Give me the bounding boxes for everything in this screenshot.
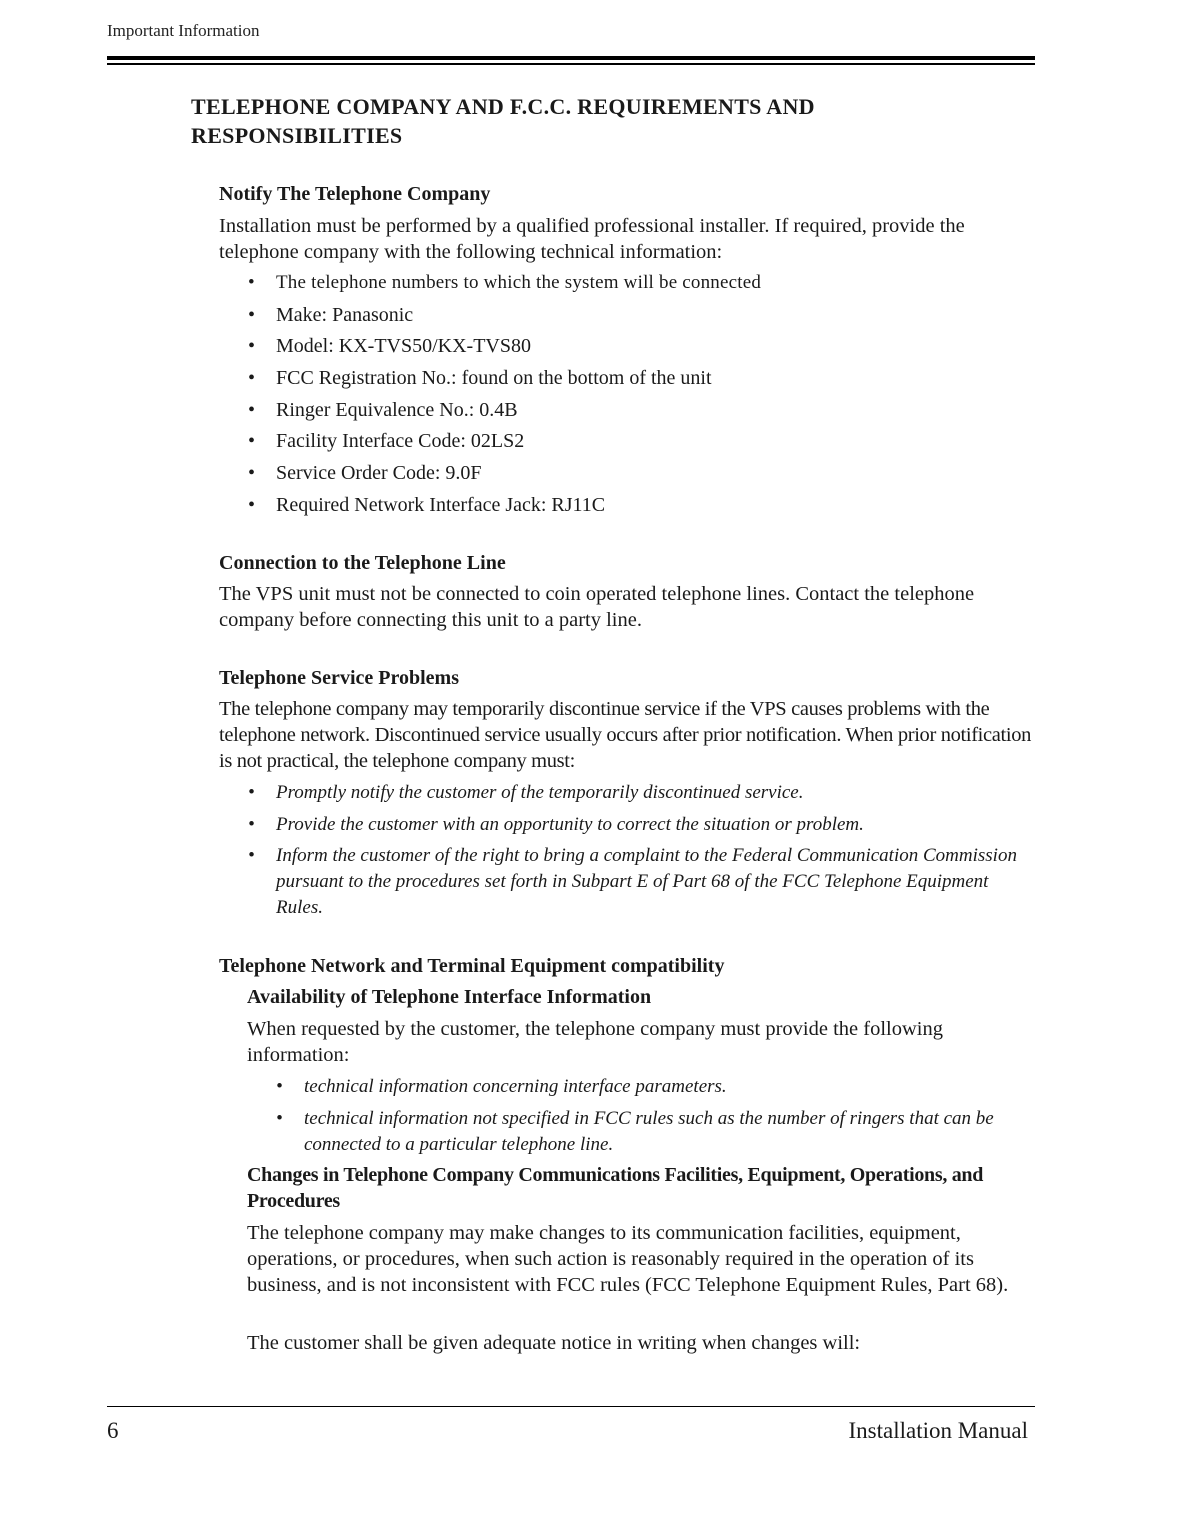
list-item: • FCC Registration No.: found on the bottom of the unit <box>248 365 1028 391</box>
footer-rule <box>107 1406 1035 1407</box>
list-item: • technical information not specified in FCC rules such as the number of ringers that can be connected to a particular telephone line. <box>276 1106 1036 1158</box>
manual-title: Installation Manual <box>848 1418 1028 1443</box>
changes-heading: Changes in Telephone Company Communications Facilities, Equipment, Operations, and Procedures <box>247 1164 984 1212</box>
availability-heading: Availability of Telephone Interface Information <box>247 986 652 1008</box>
running-header: Important Information <box>107 21 260 40</box>
notify-heading: Notify The Telephone Company <box>219 183 491 205</box>
list-item: • Provide the customer with an opportunity to correct the situation or problem. <box>248 812 1018 838</box>
list-item: • Promptly notify the customer of the temporarily discontinued service. <box>248 780 1018 806</box>
problems-body: The telephone company may temporarily discontinue service if the VPS causes problems with the telephone network. Discontinued service usually occurs after prior notification. When prior notification is not practical, the telephone company must: <box>219 698 1031 772</box>
list-item: • Make: Panasonic <box>248 302 1028 328</box>
list-item: • Facility Interface Code: 02LS2 <box>248 428 1028 454</box>
list-item: • Inform the customer of the right to bring a complaint to the Federal Communication Commission pursuant to the procedures set forth in Subpart E of Part 68 of the FCC Telephone Equipment Rules. <box>248 843 1018 921</box>
list-item: • The telephone numbers to which the system will be connected <box>248 270 1028 296</box>
changes-body-1: The telephone company may make changes to its communication facilities, equipment, operations, or procedures, when such action is reasonably required in the operation of its business, and is not inconsistent with FCC rules (FCC Telephone Equipment Rules, Part 68). <box>247 1222 1009 1296</box>
notify-body: Installation must be performed by a qualified professional installer. If required, provide the telephone company with the following technical information: <box>219 215 965 263</box>
changes-body-2: The customer shall be given adequate notice in writing when changes will: <box>247 1332 861 1354</box>
connection-body: The VPS unit must not be connected to coin operated telephone lines. Contact the telephone company before connecting this unit to a party line. <box>219 583 975 631</box>
page-number: 6 <box>107 1418 119 1443</box>
list-item: • Model: KX-TVS50/KX-TVS80 <box>248 333 1028 359</box>
list-item: • Required Network Interface Jack: RJ11C <box>248 492 1028 518</box>
list-item: • Service Order Code: 9.0F <box>248 460 1028 486</box>
connection-heading: Connection to the Telephone Line <box>219 552 506 574</box>
notify-list <box>248 270 1028 524</box>
header-rule-thick <box>107 56 1035 60</box>
problems-list <box>248 780 1018 927</box>
header-rule-thin <box>107 63 1035 65</box>
availability-list <box>276 1074 1036 1163</box>
list-item: • technical information concerning interface parameters. <box>276 1074 1036 1100</box>
list-item: • Ringer Equivalence No.: 0.4B <box>248 397 1028 423</box>
page-title: TELEPHONE COMPANY AND F.C.C. REQUIREMENTS AND RESPONSIBILITIES <box>191 94 815 148</box>
compat-heading: Telephone Network and Terminal Equipment compatibility <box>219 955 725 977</box>
availability-body: When requested by the customer, the telephone company must provide the following information: <box>247 1018 943 1066</box>
problems-heading: Telephone Service Problems <box>219 667 459 689</box>
